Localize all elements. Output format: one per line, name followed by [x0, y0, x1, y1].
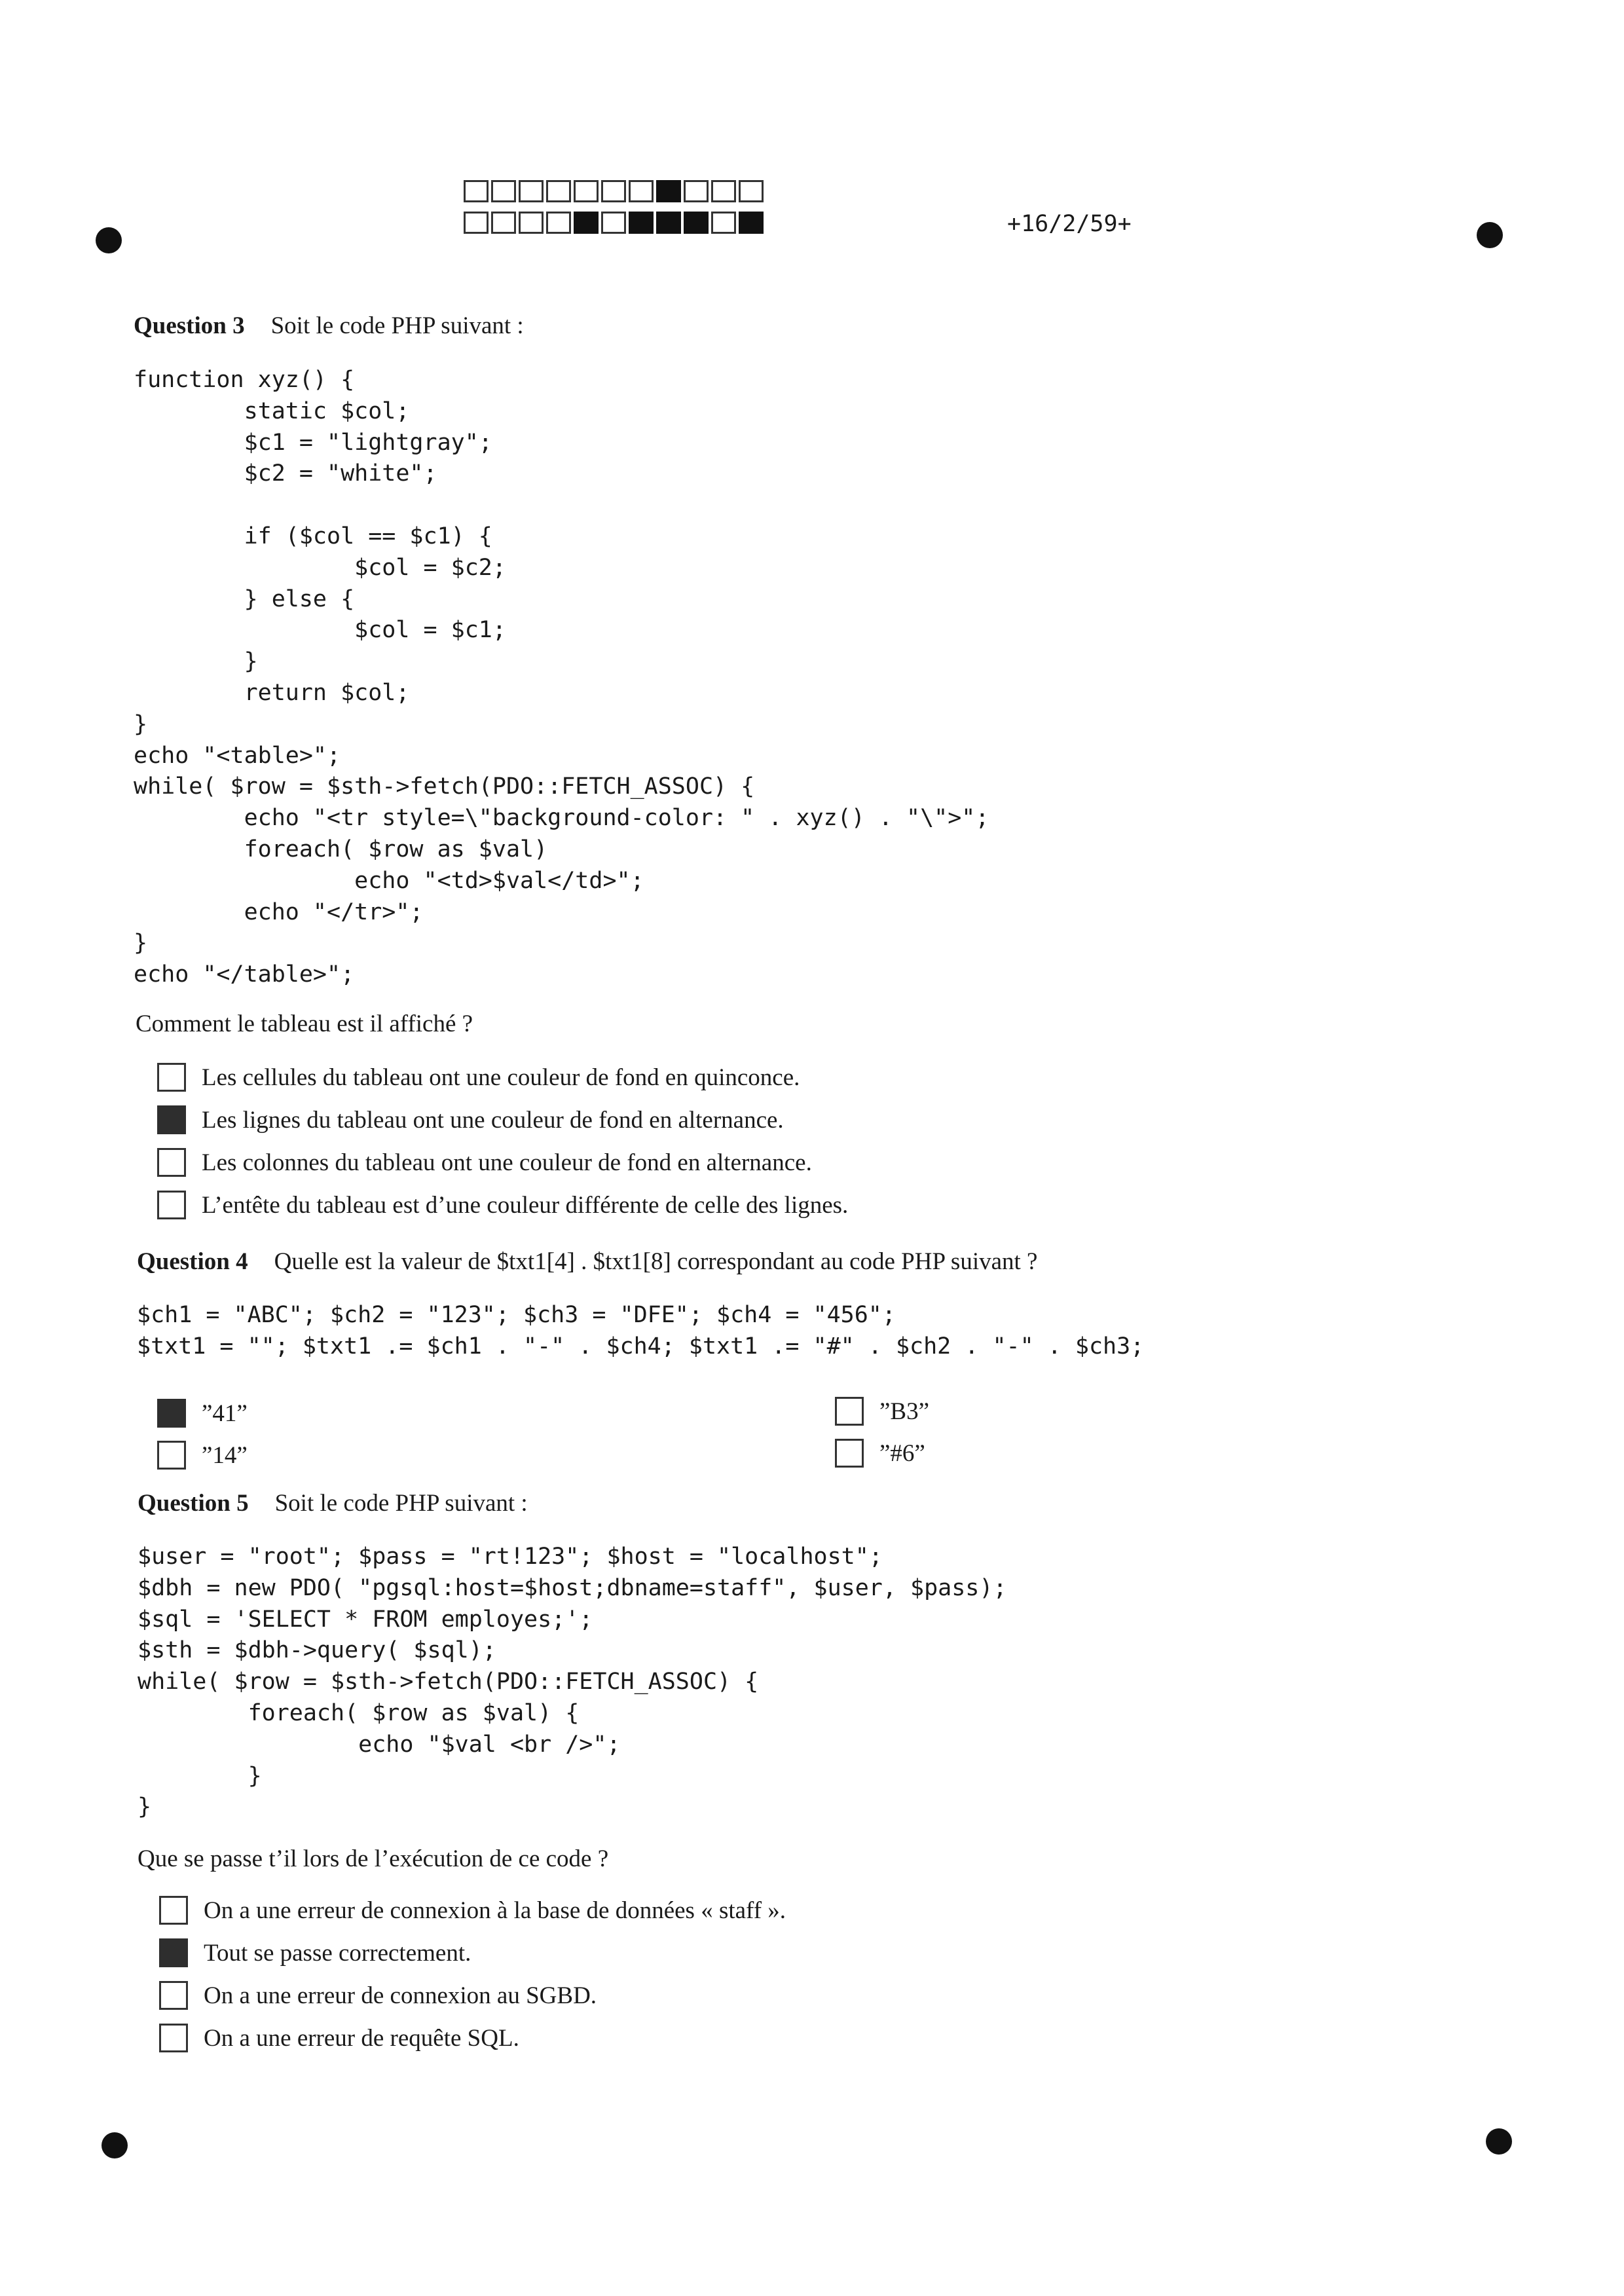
q3-option-3-label: Les colonnes du tableau ont une couleur de fond en alternance. — [202, 1149, 812, 1176]
question-4-label: Question 4 — [137, 1248, 248, 1275]
q4-option-1-checkbox[interactable] — [157, 1399, 186, 1428]
registration-mark-bottom-right — [1486, 2128, 1512, 2155]
id-barcode-row-1 — [464, 180, 766, 202]
id-barcode-row-2 — [464, 212, 766, 234]
registration-mark-bottom-left — [101, 2132, 128, 2158]
q4-option-2-checkbox[interactable] — [157, 1441, 186, 1470]
question-5-header — [138, 1489, 528, 1517]
q3-option-4-checkbox[interactable] — [157, 1191, 186, 1219]
q3-option-4-label: L’entête du tableau est d’une couleur différente de celle des lignes. — [202, 1191, 849, 1219]
q3-option-1[interactable] — [157, 1063, 800, 1092]
question-4-header — [137, 1248, 1037, 1276]
q4-option-4[interactable] — [835, 1439, 925, 1468]
q5-option-3-label: On a une erreur de connexion au SGBD. — [204, 1982, 597, 2009]
question-4-code: $ch1 = "ABC"; $ch2 = "123"; $ch3 = "DFE"; $ch4 = "456"; $txt1 = ""; $txt1 .= $ch1 . "-" . $ch4; $txt1 .= "#" . $ch2 . "-" . $ch3; — [137, 1302, 1145, 1360]
q3-option-2[interactable] — [157, 1105, 784, 1134]
q4-option-4-checkbox[interactable] — [835, 1439, 864, 1468]
q5-option-3-checkbox[interactable] — [159, 1981, 188, 2010]
q3-option-2-label: Les lignes du tableau ont une couleur de fond en alternance. — [202, 1106, 784, 1134]
q4-option-1[interactable] — [157, 1399, 248, 1428]
registration-mark-top-right — [1477, 222, 1503, 248]
q3-option-1-label: Les cellules du tableau ont une couleur de fond en quinconce. — [202, 1064, 800, 1091]
q4-option-2-label: ”14” — [202, 1441, 248, 1469]
question-4-text: Quelle est la valeur de $txt1[4] . $txt1[8] correspondant au code PHP suivant ? — [274, 1248, 1038, 1275]
q5-option-1-checkbox[interactable] — [159, 1896, 188, 1925]
q4-option-4-label: ”#6” — [879, 1439, 925, 1467]
registration-mark-top-left — [96, 227, 122, 253]
q5-option-4-label: On a une erreur de requête SQL. — [204, 2024, 519, 2052]
q5-option-2[interactable] — [159, 1938, 471, 1967]
q5-option-2-checkbox[interactable] — [159, 1938, 188, 1967]
q4-option-2[interactable] — [157, 1441, 248, 1470]
q5-option-1[interactable] — [159, 1896, 786, 1925]
q4-option-3[interactable] — [835, 1397, 929, 1426]
q5-option-3[interactable] — [159, 1981, 597, 2010]
q4-option-3-label: ”B3” — [879, 1398, 930, 1425]
question-3-prompt: Comment le tableau est il affiché ? — [136, 1010, 473, 1037]
question-5-text: Soit le code PHP suivant : — [274, 1490, 528, 1517]
question-5-prompt: Que se passe t’il lors de l’exécution de ce code ? — [138, 1845, 609, 1872]
question-5-code: $user = "root"; $pass = "rt!123"; $host = "localhost"; $dbh = new PDO( "pgsql:host=$host;dbname=staff", $user, $pass); $sql = 'SELECT * FROM employes;'; $sth = $dbh->query( $sql); while( $row = $sth->fetch(PDO::FETCH_ASSOC) { foreach( $row as $val) { echo "$val <br />"; } } — [138, 1544, 1007, 1821]
q3-option-3-checkbox[interactable] — [157, 1148, 186, 1177]
q5-option-4-checkbox[interactable] — [159, 2024, 188, 2052]
q5-option-4[interactable] — [159, 2024, 519, 2052]
question-3-text: Soit le code PHP suivant : — [270, 312, 524, 339]
question-5-label: Question 5 — [138, 1490, 249, 1517]
q3-option-2-checkbox[interactable] — [157, 1105, 186, 1134]
page-id: +16/2/59+ — [1007, 211, 1132, 237]
q3-option-3[interactable] — [157, 1148, 812, 1177]
q5-option-2-label: Tout se passe correctement. — [204, 1939, 471, 1967]
q5-option-1-label: On a une erreur de connexion à la base de données « staff ». — [204, 1897, 786, 1924]
question-3-header — [134, 312, 524, 340]
q4-option-1-label: ”41” — [202, 1399, 248, 1427]
question-3-code: function xyz() { static $col; $c1 = "lightgray"; $c2 = "white"; if ($col == $c1) { $col = $c2; } else { $col = $c1; } return $col; } echo "<table>"; while( $row = $sth->fetch(PDO::FETCH_ASSOC) { echo "<tr style=\"background-color: " . xyz() . "\">"; foreach( $row as $val) echo "<td>$val</td>"; echo "</tr>"; } echo "</table>"; — [134, 367, 989, 988]
q3-option-1-checkbox[interactable] — [157, 1063, 186, 1092]
question-3-label: Question 3 — [134, 312, 245, 339]
q4-option-3-checkbox[interactable] — [835, 1397, 864, 1426]
q3-option-4[interactable] — [157, 1191, 848, 1219]
